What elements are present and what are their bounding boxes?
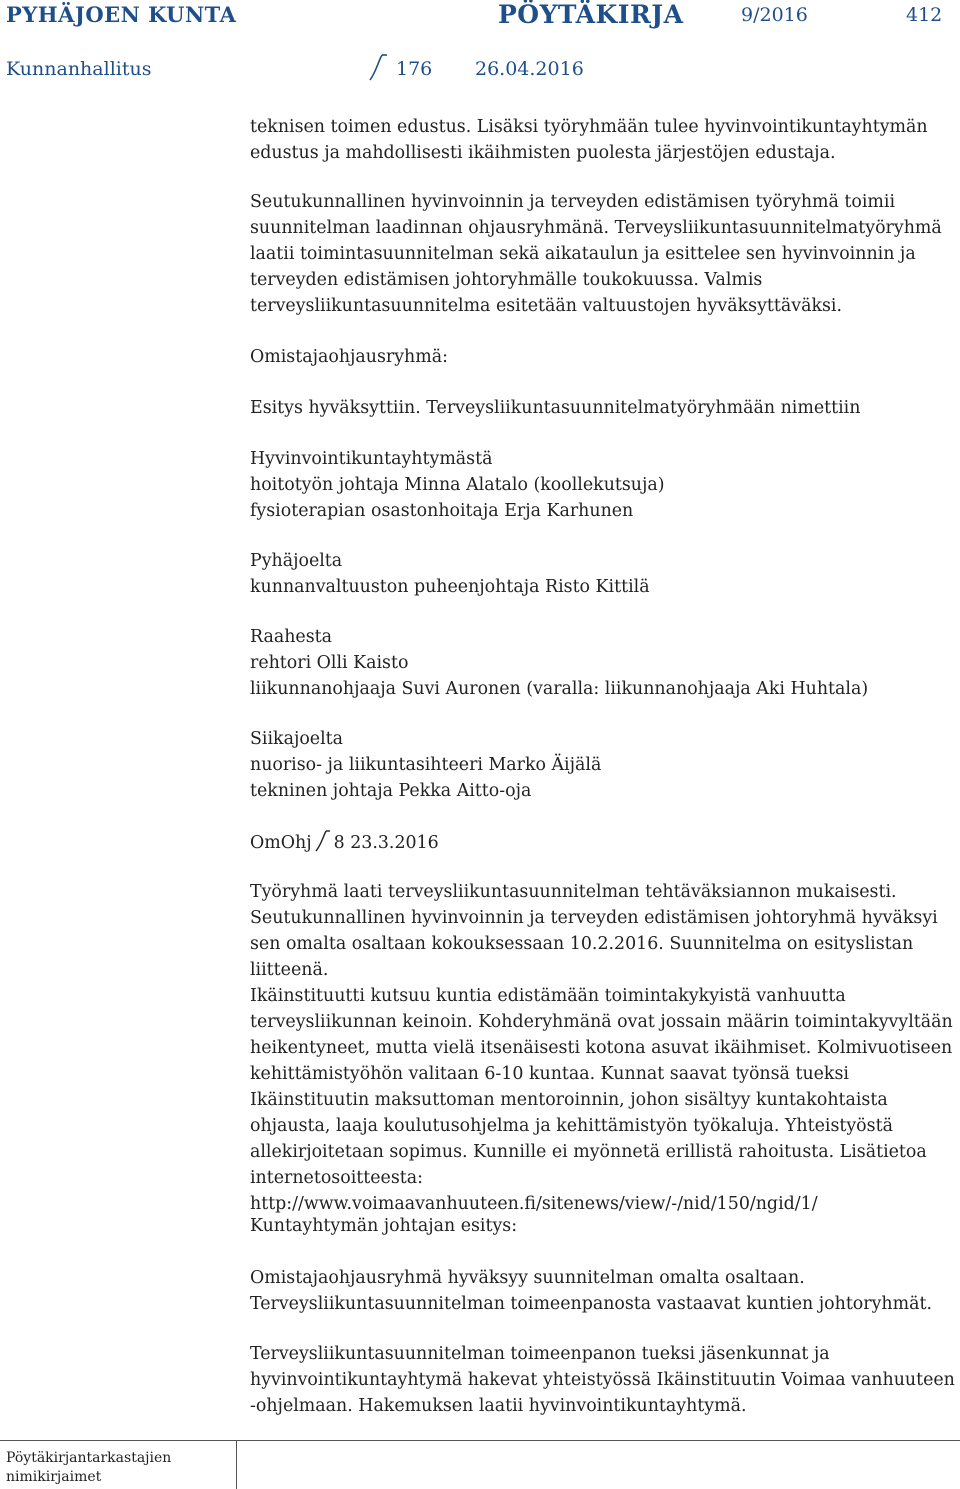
group-hyvinvointikuntayhtyma xyxy=(250,446,956,524)
omohj-ref: 8 23.3.2016 xyxy=(333,833,439,853)
section-sign-icon xyxy=(368,52,388,82)
proposal-heading: Kuntayhtymän johtajan esitys: xyxy=(250,1216,518,1236)
paragraph-1 xyxy=(250,114,956,166)
group-siikajoki xyxy=(250,726,956,804)
omohj-reference xyxy=(250,829,956,856)
paragraph-4: Työryhmä laati terveysliikuntasuunnitelman tehtäväksiannon mukaisesti. Seutukunnallinen hyvinvoinnin ja terveyden edistämisen johtoryhmä hyväksyi sen omalta osaltaan kokouksessaan 10.2.2016. Suunnitelma on esityslistan liitteenä. xyxy=(250,882,938,980)
municipality-name: PYHÄJOEN KUNTA xyxy=(6,2,237,27)
group-title: Hyvinvointikuntayhtymästä xyxy=(250,449,493,469)
document-header xyxy=(0,0,960,90)
paragraph-5: Ikäinstituutti kutsuu kuntia edistämään toimintakykyistä vanhuutta terveysliikunnan keinoin. Kohderyhmänä ovat jossain määrin toimintakyvyltään heikentyneet, mutta vielä itsenäisesti kotona asuvat ikäihmiset. Kolmivuotiseen kehittämistyöhön valitaan 6-10 kuntaa. Kunnat saavat työnsä tueksi Ikäinstituutin maksuttoman mentoroinnin, johon sisältyy kuntakohtaista ohjausta, laaja koulutusohjelma ja kehittämistyön työkaluja. Yhteistyöstä allekirjoitetaan sopimus. Kunnille ei myönnetä erillistä rahoitusta. Lisätietoa internetosoitteesta: http://www.voimaavanhuuteen.fi/sitenews/view/-/nid/150/ngid/1/ xyxy=(250,986,953,1214)
page-number: 412 xyxy=(906,4,943,26)
member-line: hoitotyön johtaja Minna Alatalo (koollekutsuja) xyxy=(250,475,665,495)
footer-divider-vertical xyxy=(236,1440,237,1489)
section-sign-icon xyxy=(315,829,331,853)
paragraph-2 xyxy=(250,189,956,319)
member-line: nuoriso- ja liikuntasihteeri Marko Äijälä xyxy=(250,755,602,775)
paragraph-text: teknisen toimen edustus. Lisäksi työryhmään tulee hyvinvointikuntayhtymän edustus ja mahdollisesti ikäihmisten puolesta järjestöjen edustaja. xyxy=(250,117,928,163)
group-title: Pyhäjoelta xyxy=(250,551,343,571)
footer-initials-label: Pöytäkirjantarkastajien nimikirjaimet xyxy=(6,1450,172,1485)
document-type: PÖYTÄKIRJA xyxy=(498,0,684,29)
governing-body: Kunnanhallitus xyxy=(6,58,152,80)
footer-divider xyxy=(0,1440,960,1441)
group-title: Raahesta xyxy=(250,627,333,647)
group-raahe xyxy=(250,624,956,702)
group-title: Siikajoelta xyxy=(250,729,344,749)
paragraph-6: Omistajaohjausryhmä hyväksyy suunnitelman omalta osaltaan. Terveysliikuntasuunnitelman toimeenpanosta vastaavat kuntien johtoryhmät. xyxy=(250,1268,932,1314)
paragraph-3: Esitys hyväksyttiin. Terveysliikuntasuunnitelmatyöryhmään nimettiin xyxy=(250,398,861,418)
member-line: tekninen johtaja Pekka Aitto-oja xyxy=(250,781,532,801)
document-number: 9/2016 xyxy=(741,4,808,26)
section-number: 176 xyxy=(396,58,433,80)
member-line: kunnanvaltuuston puheenjohtaja Risto Kittilä xyxy=(250,577,650,597)
member-line: rehtori Olli Kaisto xyxy=(250,653,409,673)
paragraph-text: Seutukunnallinen hyvinvoinnin ja terveyden edistämisen työryhmä toimii suunnitelman laadinnan ohjausryhmänä. Terveysliikuntasuunnitelmatyöryhmä laatii toimintasuunnitelman sekä aikataulun ja esittelee sen hyvinvoinnin ja terveyden edistämisen johtoryhmälle toukokuussa. Valmis terveysliikuntasuunnitelma esitetään valtuustojen hyväksyttäväksi. xyxy=(250,192,942,316)
meeting-date: 26.04.2016 xyxy=(475,58,584,80)
paragraph-7: Terveysliikuntasuunnitelman toimeenpanon tueksi jäsenkunnat ja hyvinvointikuntayhtymä hakevat yhteistyössä Ikäinstituutin Voimaa vanhuuteen -ohjelmaan. Hakemuksen laatii hyvinvointikuntayhtymä. xyxy=(250,1344,955,1416)
member-line: liikunnanohjaaja Suvi Auronen (varalla: liikunnanohjaaja Aki Huhtala) xyxy=(250,679,869,699)
owner-steering-heading: Omistajaohjausryhmä: xyxy=(250,347,448,367)
member-line: fysioterapian osastonhoitaja Erja Karhunen xyxy=(250,501,634,521)
group-pyhajoki xyxy=(250,548,956,600)
omohj-label: OmOhj xyxy=(250,833,312,853)
